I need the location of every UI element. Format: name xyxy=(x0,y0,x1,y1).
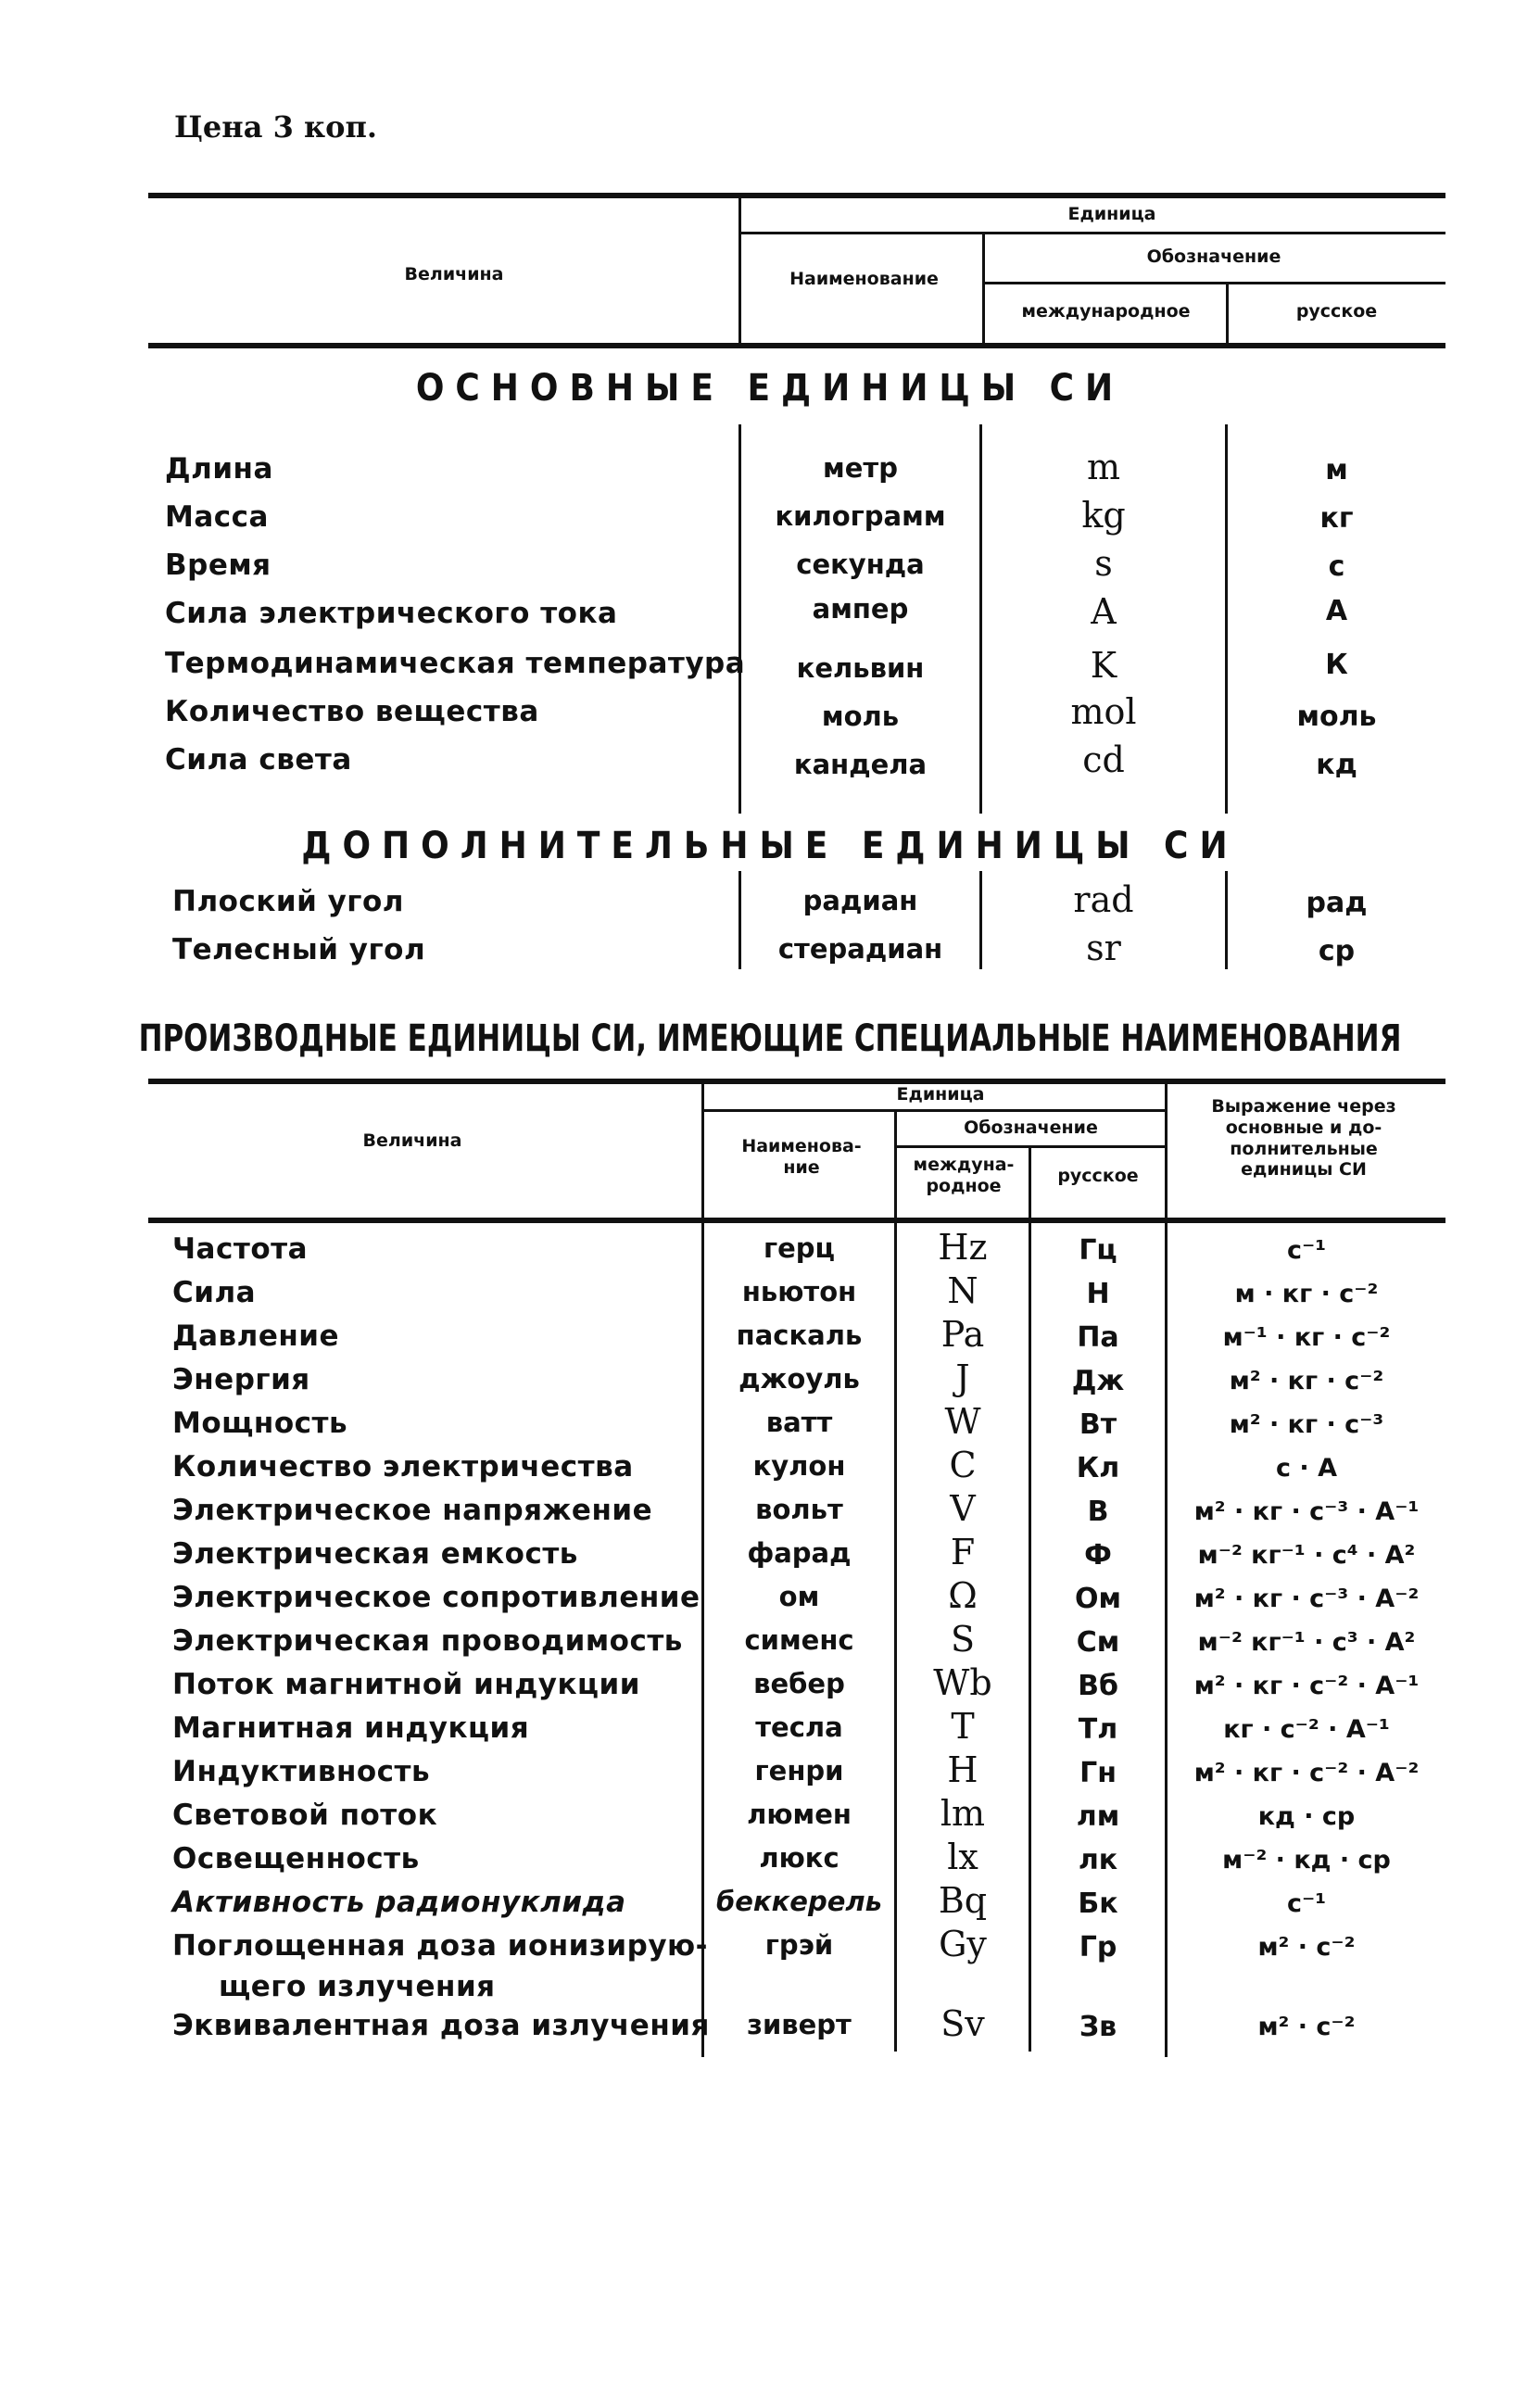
col-international-header: международное xyxy=(1021,301,1191,322)
expression-cell: м² · с⁻² xyxy=(1257,2013,1356,2041)
russian-symbol-cell: В xyxy=(1087,1496,1109,1528)
quantity-cell: Плоский угол xyxy=(172,885,405,918)
intl-symbol-cell: C xyxy=(949,1445,977,1485)
expression-cell: м² · кг · с⁻² · А⁻¹ xyxy=(1193,1672,1420,1700)
intl-symbol-cell: A xyxy=(1091,591,1117,632)
intl-symbol-cell: lx xyxy=(947,1837,978,1877)
divider xyxy=(982,234,985,343)
quantity-cell: Сила света xyxy=(165,743,352,777)
russian-symbol-cell: Па xyxy=(1077,1321,1119,1354)
expression-cell: м² · кг · с⁻³ xyxy=(1229,1410,1384,1439)
quantity-cell: Количество вещества xyxy=(165,695,539,728)
header-line: единицы СИ xyxy=(1241,1159,1367,1181)
quantity-cell: Электрическая емкость xyxy=(172,1537,578,1571)
unit-name-cell: ньютон xyxy=(741,1276,857,1307)
quantity-cell: Давление xyxy=(172,1319,340,1353)
col-quantity-header: Величина xyxy=(404,264,504,284)
quantity-cell: Индуктивность xyxy=(172,1755,431,1788)
col-russian-header: русское xyxy=(1057,1166,1139,1186)
quantity-cell: Поглощенная доза ионизирую- xyxy=(172,1929,709,1963)
quantity-cell: Магнитная индукция xyxy=(172,1711,530,1745)
intl-symbol-cell: W xyxy=(944,1401,981,1442)
russian-symbol-cell: Дж xyxy=(1071,1365,1125,1397)
header-line: полнительные xyxy=(1230,1138,1378,1159)
unit-name-cell: люмен xyxy=(747,1799,852,1830)
russian-symbol-cell: ср xyxy=(1318,935,1356,967)
intl-symbol-cell: Pa xyxy=(940,1314,985,1355)
unit-name-cell: кельвин xyxy=(796,652,925,684)
header-line: родное xyxy=(926,1175,1002,1196)
quantity-cell: Электрическое напряжение xyxy=(172,1494,653,1527)
intl-symbol-cell: Sv xyxy=(940,2003,985,2044)
russian-symbol-cell: Зв xyxy=(1079,2011,1117,2043)
expression-cell: м² · кг · с⁻³ · А⁻¹ xyxy=(1193,1497,1420,1526)
expression-cell: м² · кг · с⁻² · А⁻² xyxy=(1193,1759,1420,1787)
quantity-cell: Сила электрического тока xyxy=(165,597,618,630)
derived-units-title: ПРОИЗВОДНЫЕ ЕДИНИЦЫ СИ, ИМЕЮЩИЕ СПЕЦИАЛЬНЫЕ НАИМЕНОВАНИЯ xyxy=(138,1017,1402,1060)
quantity-cell: Электрическая проводимость xyxy=(172,1624,683,1658)
intl-symbol-cell: s xyxy=(1094,543,1113,584)
unit-name-cell: кандела xyxy=(793,749,928,780)
russian-symbol-cell: моль xyxy=(1296,701,1377,733)
unit-name-cell: герц xyxy=(763,1232,836,1264)
expression-cell: м⁻² · кд · ср xyxy=(1222,1846,1391,1875)
russian-symbol-cell: кг xyxy=(1319,502,1354,535)
intl-symbol-cell: F xyxy=(950,1532,976,1572)
quantity-cell: Термодинамическая температура xyxy=(165,647,746,680)
header-line: Выражение через xyxy=(1211,1096,1396,1117)
russian-symbol-cell: Ом xyxy=(1074,1583,1122,1615)
russian-symbol-cell: м xyxy=(1325,454,1348,486)
expression-cell: м⁻² кг⁻¹ · с⁴ · А² xyxy=(1197,1541,1416,1570)
col-international-header xyxy=(899,1155,1029,1197)
quantity-cell: Мощность xyxy=(172,1407,348,1440)
unit-name-cell: джоуль xyxy=(738,1363,860,1395)
divider xyxy=(1165,1084,1168,1218)
quantity-cell: Поток магнитной индукции xyxy=(172,1668,640,1701)
russian-symbol-cell: лк xyxy=(1078,1844,1118,1876)
intl-symbol-cell: cd xyxy=(1082,739,1125,780)
quantity-cell: Частота xyxy=(172,1232,308,1266)
expression-cell: м² · кг · с⁻² xyxy=(1229,1367,1384,1395)
divider xyxy=(738,198,741,343)
quantity-cell: Энергия xyxy=(172,1363,310,1396)
unit-name-cell: ом xyxy=(778,1581,820,1612)
unit-name-cell: люкс xyxy=(759,1842,839,1874)
expression-cell: с⁻¹ xyxy=(1286,1889,1327,1918)
top-rule xyxy=(148,193,1445,198)
divider xyxy=(704,1109,1165,1112)
divider xyxy=(894,1112,897,1218)
expression-cell: м⁻² кг⁻¹ · с³ · А² xyxy=(1197,1628,1416,1657)
intl-symbol-cell: sr xyxy=(1086,928,1121,968)
expression-cell: м · кг · с⁻² xyxy=(1234,1280,1379,1308)
bottom-rule xyxy=(148,343,1445,348)
unit-name-cell: метр xyxy=(823,452,898,484)
divider xyxy=(741,232,1445,234)
unit-name-cell: ампер xyxy=(812,593,909,625)
quantity-cell-continued: щего излучения xyxy=(219,1970,496,2003)
unit-name-cell: моль xyxy=(821,701,900,732)
intl-symbol-cell: mol xyxy=(1070,691,1137,732)
quantity-cell: Сила xyxy=(172,1276,257,1309)
expression-cell: м² · с⁻² xyxy=(1257,1933,1356,1962)
intl-symbol-cell: T xyxy=(951,1706,975,1747)
quantity-cell: Телесный угол xyxy=(172,933,426,966)
header-line: междуна- xyxy=(913,1155,1015,1175)
intl-symbol-cell: H xyxy=(947,1749,978,1790)
unit-name-cell: генри xyxy=(754,1755,844,1787)
unit-name-cell: вебер xyxy=(753,1668,845,1699)
header-line: ние xyxy=(783,1156,820,1178)
russian-symbol-cell: Гн xyxy=(1079,1757,1117,1789)
intl-symbol-cell: Wb xyxy=(933,1662,992,1703)
quantity-cell: Световой поток xyxy=(172,1799,438,1832)
col-unit-header: Единица xyxy=(1067,204,1156,224)
russian-symbol-cell: А xyxy=(1325,595,1348,627)
russian-symbol-cell: Кл xyxy=(1076,1452,1120,1484)
unit-name-cell: сименс xyxy=(744,1624,854,1656)
quantity-cell: Активность радионуклида xyxy=(172,1886,626,1919)
intl-symbol-cell: Gy xyxy=(939,1924,987,1964)
col-name-header: Наименование xyxy=(789,269,939,289)
base-units-title: ОСНОВНЫЕ ЕДИНИЦЫ СИ xyxy=(415,367,1125,410)
russian-symbol-cell: рад xyxy=(1306,887,1368,919)
unit-name-cell: беккерель xyxy=(716,1886,882,1917)
unit-name-cell: килограмм xyxy=(775,500,946,532)
russian-symbol-cell: Гр xyxy=(1079,1931,1117,1963)
intl-symbol-cell: K xyxy=(1090,645,1117,686)
quantity-cell: Время xyxy=(165,549,271,582)
price-label: Цена 3 коп. xyxy=(174,109,377,145)
unit-name-cell: секунда xyxy=(796,549,925,580)
expression-cell: м⁻¹ · кг · с⁻² xyxy=(1222,1323,1391,1352)
unit-name-cell: паскаль xyxy=(736,1319,863,1351)
col-designation-header: Обозначение xyxy=(964,1117,1098,1138)
header-line: основные и до- xyxy=(1225,1117,1382,1138)
russian-symbol-cell: К xyxy=(1325,649,1348,681)
russian-symbol-cell: Бк xyxy=(1078,1888,1118,1920)
divider xyxy=(1226,284,1229,343)
intl-symbol-cell: m xyxy=(1086,447,1121,487)
col-name-header xyxy=(713,1136,890,1179)
quantity-cell: Количество электричества xyxy=(172,1450,634,1484)
quantity-cell: Электрическое сопротивление xyxy=(172,1581,701,1614)
intl-symbol-cell: S xyxy=(950,1619,976,1660)
col-unit-header: Единица xyxy=(896,1084,985,1105)
unit-name-cell: радиан xyxy=(802,885,918,916)
expression-cell: с⁻¹ xyxy=(1286,1236,1327,1265)
quantity-cell: Освещенность xyxy=(172,1842,420,1875)
expression-cell: м² · кг · с⁻³ · А⁻² xyxy=(1193,1585,1420,1613)
intl-symbol-cell: kg xyxy=(1081,495,1126,536)
intl-symbol-cell: Bq xyxy=(938,1880,988,1921)
unit-name-cell: зиверт xyxy=(747,2009,852,2040)
unit-name-cell: вольт xyxy=(755,1494,843,1525)
col-quantity-header: Величина xyxy=(362,1130,462,1151)
quantity-cell: Масса xyxy=(165,500,269,534)
russian-symbol-cell: Вт xyxy=(1079,1408,1117,1441)
russian-symbol-cell: лм xyxy=(1076,1800,1120,1833)
russian-symbol-cell: с xyxy=(1328,550,1345,583)
russian-symbol-cell: кд xyxy=(1316,749,1357,781)
russian-symbol-cell: Н xyxy=(1086,1278,1110,1310)
divider xyxy=(985,282,1445,284)
unit-name-cell: кулон xyxy=(752,1450,846,1482)
expression-cell: с · А xyxy=(1276,1454,1337,1483)
unit-name-cell: ватт xyxy=(765,1407,833,1438)
intl-symbol-cell: Hz xyxy=(938,1227,988,1268)
russian-symbol-cell: Гц xyxy=(1079,1234,1117,1267)
unit-name-cell: фарад xyxy=(747,1537,852,1569)
russian-symbol-cell: Тл xyxy=(1078,1713,1118,1746)
header-line: Наименова- xyxy=(741,1136,862,1156)
intl-symbol-cell: lm xyxy=(940,1793,986,1834)
russian-symbol-cell: Вб xyxy=(1078,1670,1118,1702)
quantity-cell: Эквивалентная доза излучения xyxy=(172,2009,710,2042)
expression-cell: кд · ср xyxy=(1257,1802,1356,1831)
intl-symbol-cell: Ω xyxy=(948,1575,978,1616)
intl-symbol-cell: N xyxy=(947,1270,978,1311)
intl-symbol-cell: rad xyxy=(1073,879,1134,920)
col-designation-header: Обозначение xyxy=(1146,246,1281,267)
expression-cell: кг · с⁻² · А⁻¹ xyxy=(1223,1715,1390,1744)
unit-name-cell: стерадиан xyxy=(777,933,943,965)
intl-symbol-cell: V xyxy=(950,1488,976,1529)
russian-symbol-cell: Ф xyxy=(1084,1539,1112,1572)
col-russian-header: русское xyxy=(1295,301,1378,322)
russian-symbol-cell: См xyxy=(1076,1626,1120,1659)
supplementary-units-title: ДОПОЛНИТЕЛЬНЫЕ ЕДИНИЦЫ СИ xyxy=(301,825,1239,867)
bottom-rule xyxy=(148,1218,1445,1223)
intl-symbol-cell: J xyxy=(955,1357,970,1398)
quantity-cell: Длина xyxy=(165,452,273,486)
unit-name-cell: тесла xyxy=(755,1711,843,1743)
col-expression-header xyxy=(1169,1096,1438,1181)
unit-name-cell: грэй xyxy=(764,1929,834,1961)
